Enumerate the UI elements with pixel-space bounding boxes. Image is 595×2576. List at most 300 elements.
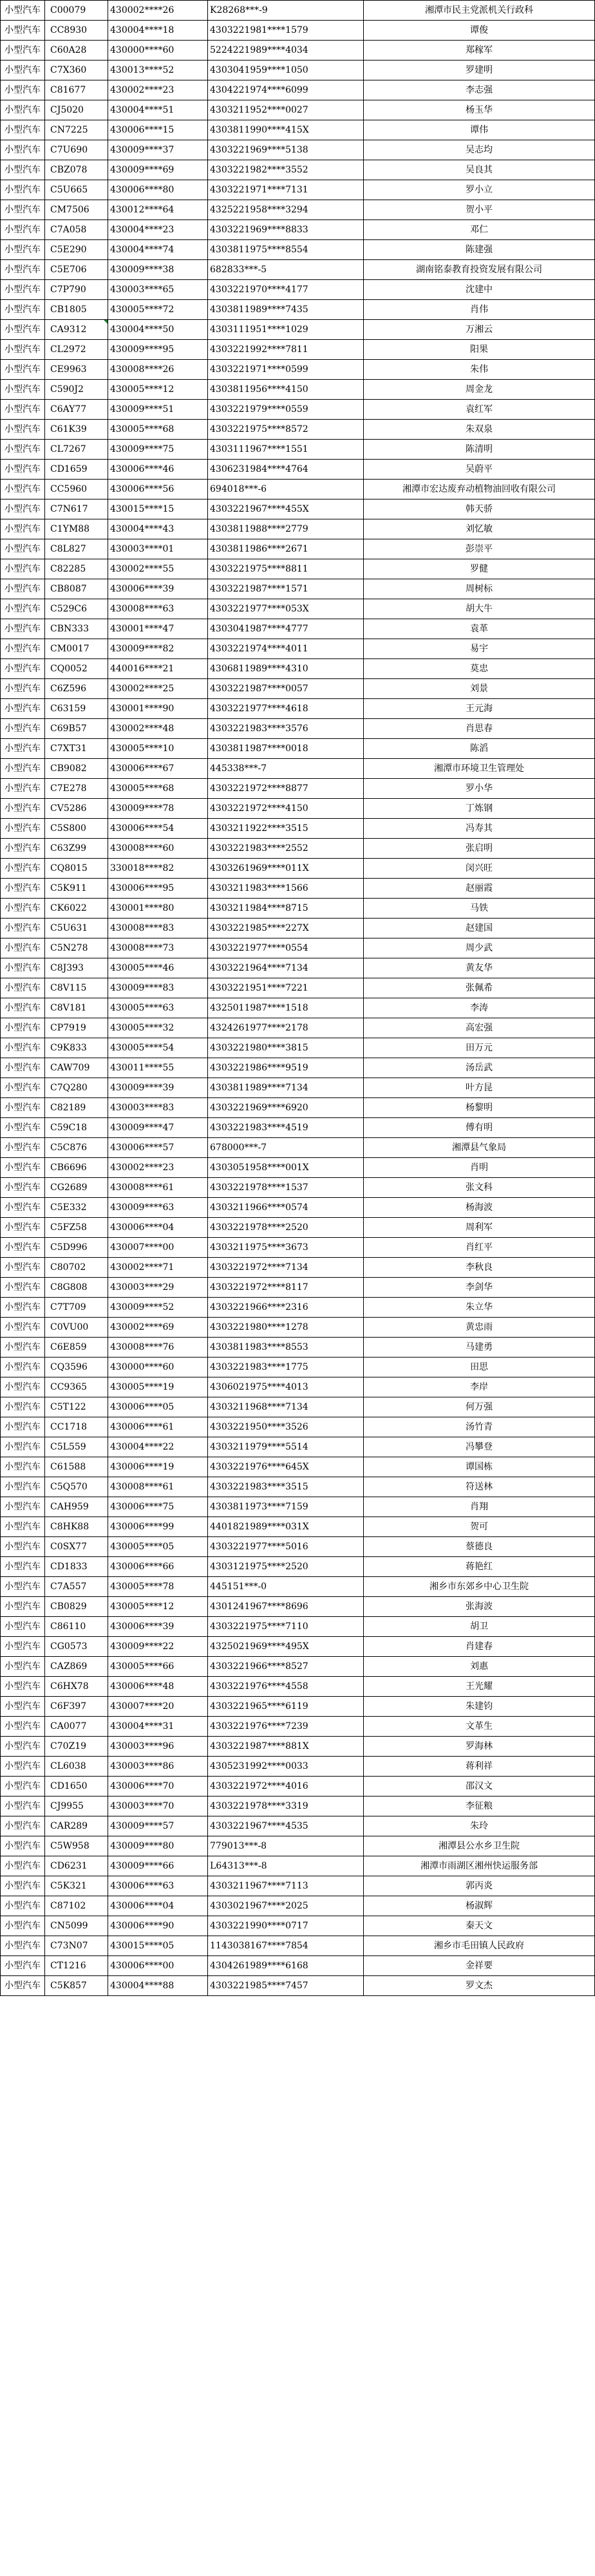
vehicle-type-cell: 小型汽车 <box>1 539 45 559</box>
plate-number-cell: CBZ078 <box>45 160 108 180</box>
code-cell: 430006****56 <box>108 480 208 499</box>
owner-name-cell: 陈滔 <box>364 739 595 759</box>
code-cell: 430009****38 <box>108 260 208 280</box>
vehicle-type-cell: 小型汽车 <box>1 200 45 220</box>
table-row <box>1 1098 595 1118</box>
id-number-cell: 694018***-6 <box>208 480 364 499</box>
owner-name-cell: 郑稼军 <box>364 41 595 61</box>
owner-name-cell: 谭国栋 <box>364 1457 595 1477</box>
code-cell: 430006****54 <box>108 819 208 839</box>
code-cell: 430003****86 <box>108 1757 208 1777</box>
id-number-cell: 4303221950****3526 <box>208 1417 364 1437</box>
plate-number-cell: C5T122 <box>45 1397 108 1417</box>
owner-name-cell: 湘潭市民主党派机关行政科 <box>364 1 595 21</box>
plate-number-cell: C80702 <box>45 1258 108 1278</box>
table-row <box>1 21 595 41</box>
plate-number-cell: C87102 <box>45 1896 108 1916</box>
table-row <box>1 420 595 440</box>
table-row <box>1 260 595 280</box>
owner-name-cell: 朱玲 <box>364 1816 595 1836</box>
vehicle-type-cell: 小型汽车 <box>1 1278 45 1298</box>
id-number-cell: 4303121975****2520 <box>208 1557 364 1577</box>
table-row <box>1 480 595 499</box>
table-row <box>1 639 595 659</box>
plate-number-cell: C5Q570 <box>45 1477 108 1497</box>
owner-name-cell: 郭丙炎 <box>364 1876 595 1896</box>
id-number-cell: 4303221975****7110 <box>208 1617 364 1637</box>
owner-name-cell: 谭俊 <box>364 21 595 41</box>
plate-number-cell: C6AY77 <box>45 400 108 420</box>
owner-name-cell: 胡大牛 <box>364 599 595 619</box>
code-cell: 430006****04 <box>108 1896 208 1916</box>
code-cell: 430006****61 <box>108 1417 208 1437</box>
table-row <box>1 499 595 519</box>
table-row <box>1 300 595 320</box>
id-number-cell: 4303221987****0057 <box>208 679 364 699</box>
vehicle-type-cell: 小型汽车 <box>1 1477 45 1497</box>
code-cell: 430008****83 <box>108 919 208 938</box>
vehicle-type-cell: 小型汽车 <box>1 819 45 839</box>
vehicle-type-cell: 小型汽车 <box>1 1437 45 1457</box>
id-number-cell: 4303221990****0717 <box>208 1916 364 1936</box>
code-cell: 430008****26 <box>108 360 208 380</box>
table-row <box>1 1597 595 1617</box>
plate-number-cell: CAH959 <box>45 1497 108 1517</box>
vehicle-type-cell: 小型汽车 <box>1 300 45 320</box>
plate-number-cell: CM0017 <box>45 639 108 659</box>
table-row <box>1 519 595 539</box>
table-row <box>1 1078 595 1098</box>
plate-number-cell: CA9312 <box>45 320 108 340</box>
owner-name-cell: 傅有明 <box>364 1118 595 1138</box>
vehicle-type-cell: 小型汽车 <box>1 978 45 998</box>
plate-number-cell: C7Q280 <box>45 1078 108 1098</box>
owner-name-cell: 田万元 <box>364 1038 595 1058</box>
code-cell: 430006****90 <box>108 1916 208 1936</box>
vehicle-type-cell: 小型汽车 <box>1 1896 45 1916</box>
owner-name-cell: 汤岳武 <box>364 1058 595 1078</box>
id-number-cell: 4303221980****3815 <box>208 1038 364 1058</box>
table-row <box>1 61 595 80</box>
vehicle-type-cell: 小型汽车 <box>1 739 45 759</box>
code-cell: 430006****80 <box>108 180 208 200</box>
table-row <box>1 1577 595 1597</box>
owner-name-cell: 周金龙 <box>364 380 595 400</box>
vehicle-type-cell: 小型汽车 <box>1 699 45 719</box>
id-number-cell: 4303221975****8811 <box>208 559 364 579</box>
id-number-cell: 4303221965****6119 <box>208 1697 364 1717</box>
plate-number-cell: C61588 <box>45 1457 108 1477</box>
table-row <box>1 1058 595 1078</box>
id-number-cell: 4325011987****1518 <box>208 998 364 1018</box>
code-cell: 430000****60 <box>108 1358 208 1377</box>
plate-number-cell: C8V181 <box>45 998 108 1018</box>
code-cell: 430009****22 <box>108 1637 208 1657</box>
id-number-cell: 4303811989****7134 <box>208 1078 364 1098</box>
plate-number-cell: C5E706 <box>45 260 108 280</box>
code-cell: 430007****20 <box>108 1697 208 1717</box>
code-cell: 430006****99 <box>108 1517 208 1537</box>
id-number-cell: 4303221976****4558 <box>208 1677 364 1697</box>
code-cell: 430005****63 <box>108 998 208 1018</box>
table-row <box>1 1258 595 1278</box>
id-number-cell: 5224221989****4034 <box>208 41 364 61</box>
vehicle-type-cell: 小型汽车 <box>1 1 45 21</box>
vehicle-type-cell: 小型汽车 <box>1 80 45 100</box>
code-cell: 430005****66 <box>108 1657 208 1677</box>
plate-number-cell: CN7225 <box>45 120 108 140</box>
vehicle-type-cell: 小型汽车 <box>1 1976 45 1996</box>
plate-number-cell: C7U690 <box>45 140 108 160</box>
table-row <box>1 539 595 559</box>
id-number-cell: 4303221971****7131 <box>208 180 364 200</box>
id-number-cell: 4301241967****8696 <box>208 1597 364 1617</box>
id-number-cell: 4304221974****6099 <box>208 80 364 100</box>
plate-number-cell: C7T709 <box>45 1298 108 1318</box>
owner-name-cell: 何万强 <box>364 1397 595 1417</box>
vehicle-type-cell: 小型汽车 <box>1 1058 45 1078</box>
table-row <box>1 839 595 859</box>
id-number-cell: 4303221964****7134 <box>208 958 364 978</box>
table-row <box>1 400 595 420</box>
owner-name-cell: 张海波 <box>364 1597 595 1617</box>
plate-number-cell: C8J393 <box>45 958 108 978</box>
owner-name-cell: 李志强 <box>364 80 595 100</box>
vehicle-type-cell: 小型汽车 <box>1 938 45 958</box>
table-row <box>1 579 595 599</box>
vehicle-type-cell: 小型汽车 <box>1 998 45 1018</box>
id-number-cell: 4303221980****1278 <box>208 1318 364 1338</box>
owner-name-cell: 罗小华 <box>364 779 595 799</box>
table-row <box>1 1896 595 1916</box>
code-cell: 430006****75 <box>108 1497 208 1517</box>
vehicle-type-cell: 小型汽车 <box>1 160 45 180</box>
code-cell: 430005****12 <box>108 380 208 400</box>
owner-name-cell: 蒋利祥 <box>364 1757 595 1777</box>
owner-name-cell: 金祥要 <box>364 1956 595 1976</box>
table-row <box>1 659 595 679</box>
code-cell: 430002****26 <box>108 1 208 21</box>
vehicle-type-cell: 小型汽车 <box>1 400 45 420</box>
owner-name-cell: 杨海波 <box>364 1198 595 1218</box>
table-row <box>1 1477 595 1497</box>
owner-name-cell: 周树标 <box>364 579 595 599</box>
vehicle-type-cell: 小型汽车 <box>1 779 45 799</box>
vehicle-type-cell: 小型汽车 <box>1 420 45 440</box>
table-row <box>1 41 595 61</box>
vehicle-type-cell: 小型汽车 <box>1 1597 45 1617</box>
table-row <box>1 1677 595 1697</box>
id-number-cell: 4325221958****3294 <box>208 200 364 220</box>
table-row <box>1 1038 595 1058</box>
plate-number-cell: C8HK88 <box>45 1517 108 1537</box>
table-row <box>1 1 595 21</box>
code-cell: 430009****52 <box>108 1298 208 1318</box>
owner-name-cell: 周少武 <box>364 938 595 958</box>
vehicle-type-cell: 小型汽车 <box>1 1557 45 1577</box>
vehicle-type-cell: 小型汽车 <box>1 320 45 340</box>
code-cell: 430004****23 <box>108 220 208 240</box>
vehicle-type-cell: 小型汽车 <box>1 1338 45 1358</box>
plate-number-cell: C0VU00 <box>45 1318 108 1338</box>
code-cell: 430009****51 <box>108 400 208 420</box>
id-number-cell: 4303041959****1050 <box>208 61 364 80</box>
owner-name-cell: 王元海 <box>364 699 595 719</box>
plate-number-cell: C5W958 <box>45 1836 108 1856</box>
table-row <box>1 140 595 160</box>
code-cell: 430009****83 <box>108 978 208 998</box>
plate-number-cell: C9K833 <box>45 1038 108 1058</box>
plate-number-cell: C59C18 <box>45 1118 108 1138</box>
code-cell: 430009****47 <box>108 1118 208 1138</box>
id-number-cell: 4303811986****2671 <box>208 539 364 559</box>
plate-number-cell: C5K911 <box>45 879 108 899</box>
vehicle-type-cell: 小型汽车 <box>1 1657 45 1677</box>
table-row <box>1 1298 595 1318</box>
owner-name-cell: 易宇 <box>364 639 595 659</box>
owner-name-cell: 李征粮 <box>364 1797 595 1816</box>
id-number-cell: 4303211979****5514 <box>208 1437 364 1457</box>
owner-name-cell: 高宏强 <box>364 1018 595 1038</box>
id-number-cell: K28268***-9 <box>208 1 364 21</box>
code-cell: 430005****78 <box>108 1577 208 1597</box>
code-cell: 430005****46 <box>108 958 208 978</box>
plate-number-cell: C7N617 <box>45 499 108 519</box>
vehicle-type-cell: 小型汽车 <box>1 1956 45 1976</box>
plate-number-cell: C5L559 <box>45 1437 108 1457</box>
id-number-cell: 4303221969****6920 <box>208 1098 364 1118</box>
vehicle-type-cell: 小型汽车 <box>1 1417 45 1437</box>
vehicle-type-cell: 小型汽车 <box>1 1258 45 1278</box>
owner-name-cell: 赵建国 <box>364 919 595 938</box>
owner-name-cell: 吴志均 <box>364 140 595 160</box>
owner-name-cell: 罗小立 <box>364 180 595 200</box>
vehicle-type-cell: 小型汽车 <box>1 759 45 779</box>
vehicle-type-cell: 小型汽车 <box>1 140 45 160</box>
id-number-cell: 4324261977****2178 <box>208 1018 364 1038</box>
table-row <box>1 1358 595 1377</box>
code-cell: 430008****76 <box>108 1338 208 1358</box>
code-cell: 430003****96 <box>108 1737 208 1757</box>
vehicle-type-cell: 小型汽车 <box>1 280 45 300</box>
vehicle-type-cell: 小型汽车 <box>1 619 45 639</box>
code-cell: 430006****57 <box>108 1138 208 1158</box>
id-number-cell: 4303221983****2552 <box>208 839 364 859</box>
code-cell: 430003****65 <box>108 280 208 300</box>
plate-number-cell: CD1650 <box>45 1777 108 1797</box>
code-cell: 430005****68 <box>108 779 208 799</box>
code-cell: 430004****51 <box>108 100 208 120</box>
id-number-cell: 4303811990****415X <box>208 120 364 140</box>
owner-name-cell: 肖伟 <box>364 300 595 320</box>
vehicle-type-cell: 小型汽车 <box>1 120 45 140</box>
vehicle-type-cell: 小型汽车 <box>1 1358 45 1377</box>
owner-name-cell: 张启明 <box>364 839 595 859</box>
table-row <box>1 340 595 360</box>
vehicle-type-cell: 小型汽车 <box>1 460 45 480</box>
table-row <box>1 1238 595 1258</box>
code-cell: 430005****32 <box>108 1018 208 1038</box>
id-number-cell: 4303221976****7239 <box>208 1717 364 1737</box>
code-cell: 430008****61 <box>108 1477 208 1497</box>
table-row <box>1 120 595 140</box>
owner-name-cell: 朱建钧 <box>364 1697 595 1717</box>
table-row <box>1 679 595 699</box>
code-cell: 430009****95 <box>108 340 208 360</box>
table-row <box>1 1537 595 1557</box>
id-number-cell: 4303261969****011X <box>208 859 364 879</box>
plate-number-cell: C81677 <box>45 80 108 100</box>
code-cell: 430009****78 <box>108 799 208 819</box>
table-row <box>1 1278 595 1298</box>
vehicle-type-cell: 小型汽车 <box>1 859 45 879</box>
code-cell: 430009****39 <box>108 1078 208 1098</box>
plate-number-cell: CD1659 <box>45 460 108 480</box>
owner-name-cell: 陈清明 <box>364 440 595 460</box>
owner-name-cell: 李秋良 <box>364 1258 595 1278</box>
code-cell: 430009****37 <box>108 140 208 160</box>
code-cell: 430002****23 <box>108 1158 208 1178</box>
plate-number-cell: C5D996 <box>45 1238 108 1258</box>
plate-number-cell: CC9365 <box>45 1377 108 1397</box>
owner-name-cell: 陈建强 <box>364 240 595 260</box>
plate-number-cell: C5E290 <box>45 240 108 260</box>
code-cell: 430006****19 <box>108 1457 208 1477</box>
code-cell: 430006****95 <box>108 879 208 899</box>
vehicle-type-cell: 小型汽车 <box>1 1377 45 1397</box>
table-row <box>1 1797 595 1816</box>
owner-name-cell: 莫忠 <box>364 659 595 679</box>
code-cell: 430006****67 <box>108 759 208 779</box>
vehicle-type-cell: 小型汽车 <box>1 1836 45 1856</box>
owner-name-cell: 谭伟 <box>364 120 595 140</box>
id-number-cell: 4303221966****2316 <box>208 1298 364 1318</box>
table-row <box>1 779 595 799</box>
plate-number-cell: C5E332 <box>45 1198 108 1218</box>
id-number-cell: 4303221969****5138 <box>208 140 364 160</box>
code-cell: 430001****47 <box>108 619 208 639</box>
id-number-cell: 4303221970****4177 <box>208 280 364 300</box>
code-cell: 430009****66 <box>108 1856 208 1876</box>
plate-number-cell: C0SX77 <box>45 1537 108 1557</box>
code-cell: 430003****70 <box>108 1797 208 1816</box>
id-number-cell: 4303211952****0027 <box>208 100 364 120</box>
id-number-cell: 445338***-7 <box>208 759 364 779</box>
code-cell: 430009****82 <box>108 639 208 659</box>
code-cell: 430007****00 <box>108 1238 208 1258</box>
owner-name-cell: 彭崇平 <box>364 539 595 559</box>
id-number-cell: 4306231984****4764 <box>208 460 364 480</box>
table-row <box>1 1956 595 1976</box>
owner-name-cell: 王光耀 <box>364 1677 595 1697</box>
plate-number-cell: C6E859 <box>45 1338 108 1358</box>
id-number-cell: 678000***-7 <box>208 1138 364 1158</box>
owner-name-cell: 刘忆敏 <box>364 519 595 539</box>
owner-name-cell: 朱伟 <box>364 360 595 380</box>
plate-number-cell: C8V115 <box>45 978 108 998</box>
plate-number-cell: CAZ869 <box>45 1657 108 1677</box>
code-cell: 430001****80 <box>108 899 208 919</box>
owner-name-cell: 张佩希 <box>364 978 595 998</box>
table-row <box>1 200 595 220</box>
vehicle-type-cell: 小型汽车 <box>1 1078 45 1098</box>
code-cell: 430005****68 <box>108 420 208 440</box>
owner-name-cell: 湘乡市毛田镇人民政府 <box>364 1936 595 1956</box>
code-cell: 430002****48 <box>108 719 208 739</box>
vehicle-type-cell: 小型汽车 <box>1 1677 45 1697</box>
plate-number-cell: CB0829 <box>45 1597 108 1617</box>
vehicle-type-cell: 小型汽车 <box>1 240 45 260</box>
id-number-cell: 682833***-5 <box>208 260 364 280</box>
owner-name-cell: 黄友华 <box>364 958 595 978</box>
owner-name-cell: 贺可 <box>364 1517 595 1537</box>
vehicle-type-cell: 小型汽车 <box>1 260 45 280</box>
table-row <box>1 80 595 100</box>
plate-number-cell: CJ9955 <box>45 1797 108 1816</box>
plate-number-cell: CQ0052 <box>45 659 108 679</box>
plate-number-cell: C5U631 <box>45 919 108 938</box>
plate-number-cell: CAW709 <box>45 1058 108 1078</box>
code-cell: 430009****69 <box>108 160 208 180</box>
plate-number-cell: C7X360 <box>45 61 108 80</box>
id-number-cell: 4303811956****4150 <box>208 380 364 400</box>
vehicle-type-cell: 小型汽车 <box>1 1038 45 1058</box>
id-number-cell: 4303211975****3673 <box>208 1238 364 1258</box>
table-row <box>1 559 595 579</box>
owner-name-cell: 蒋艳红 <box>364 1557 595 1577</box>
owner-name-cell: 邵汉文 <box>364 1777 595 1797</box>
id-number-cell: 4303221986****9519 <box>208 1058 364 1078</box>
owner-name-cell: 沈建中 <box>364 280 595 300</box>
table-row <box>1 599 595 619</box>
id-number-cell: 4303221972****8117 <box>208 1278 364 1298</box>
plate-number-cell: C7A557 <box>45 1577 108 1597</box>
vehicle-type-cell: 小型汽车 <box>1 1457 45 1477</box>
id-number-cell: 4303221978****2520 <box>208 1218 364 1238</box>
table-row <box>1 619 595 639</box>
plate-number-cell: C82189 <box>45 1098 108 1118</box>
vehicle-type-cell: 小型汽车 <box>1 919 45 938</box>
vehicle-type-cell: 小型汽车 <box>1 440 45 460</box>
code-cell: 430006****00 <box>108 1956 208 1976</box>
plate-number-cell: C00079 <box>45 1 108 21</box>
vehicle-type-cell: 小型汽车 <box>1 380 45 400</box>
table-row <box>1 1836 595 1856</box>
table-row <box>1 859 595 879</box>
vehicle-type-cell: 小型汽车 <box>1 1617 45 1637</box>
table-row <box>1 1517 595 1537</box>
owner-name-cell: 肖思春 <box>364 719 595 739</box>
owner-name-cell: 罗建明 <box>364 61 595 80</box>
owner-name-cell: 赵丽霞 <box>364 879 595 899</box>
table-row <box>1 160 595 180</box>
id-number-cell: 4303111967****1551 <box>208 440 364 460</box>
code-cell: 430009****57 <box>108 1816 208 1836</box>
vehicle-type-cell: 小型汽车 <box>1 1916 45 1936</box>
code-cell: 430002****71 <box>108 1258 208 1278</box>
code-cell: 430006****15 <box>108 120 208 140</box>
id-number-cell: 4303221974****4011 <box>208 639 364 659</box>
owner-name-cell: 叶方昆 <box>364 1078 595 1098</box>
code-cell: 430004****50 <box>108 320 208 340</box>
id-number-cell: L64313***-8 <box>208 1856 364 1876</box>
owner-name-cell: 刘景 <box>364 679 595 699</box>
code-cell: 430006****46 <box>108 460 208 480</box>
plate-number-cell: CB6696 <box>45 1158 108 1178</box>
code-cell: 430004****74 <box>108 240 208 260</box>
table-row <box>1 1437 595 1457</box>
plate-number-cell: C529C6 <box>45 599 108 619</box>
